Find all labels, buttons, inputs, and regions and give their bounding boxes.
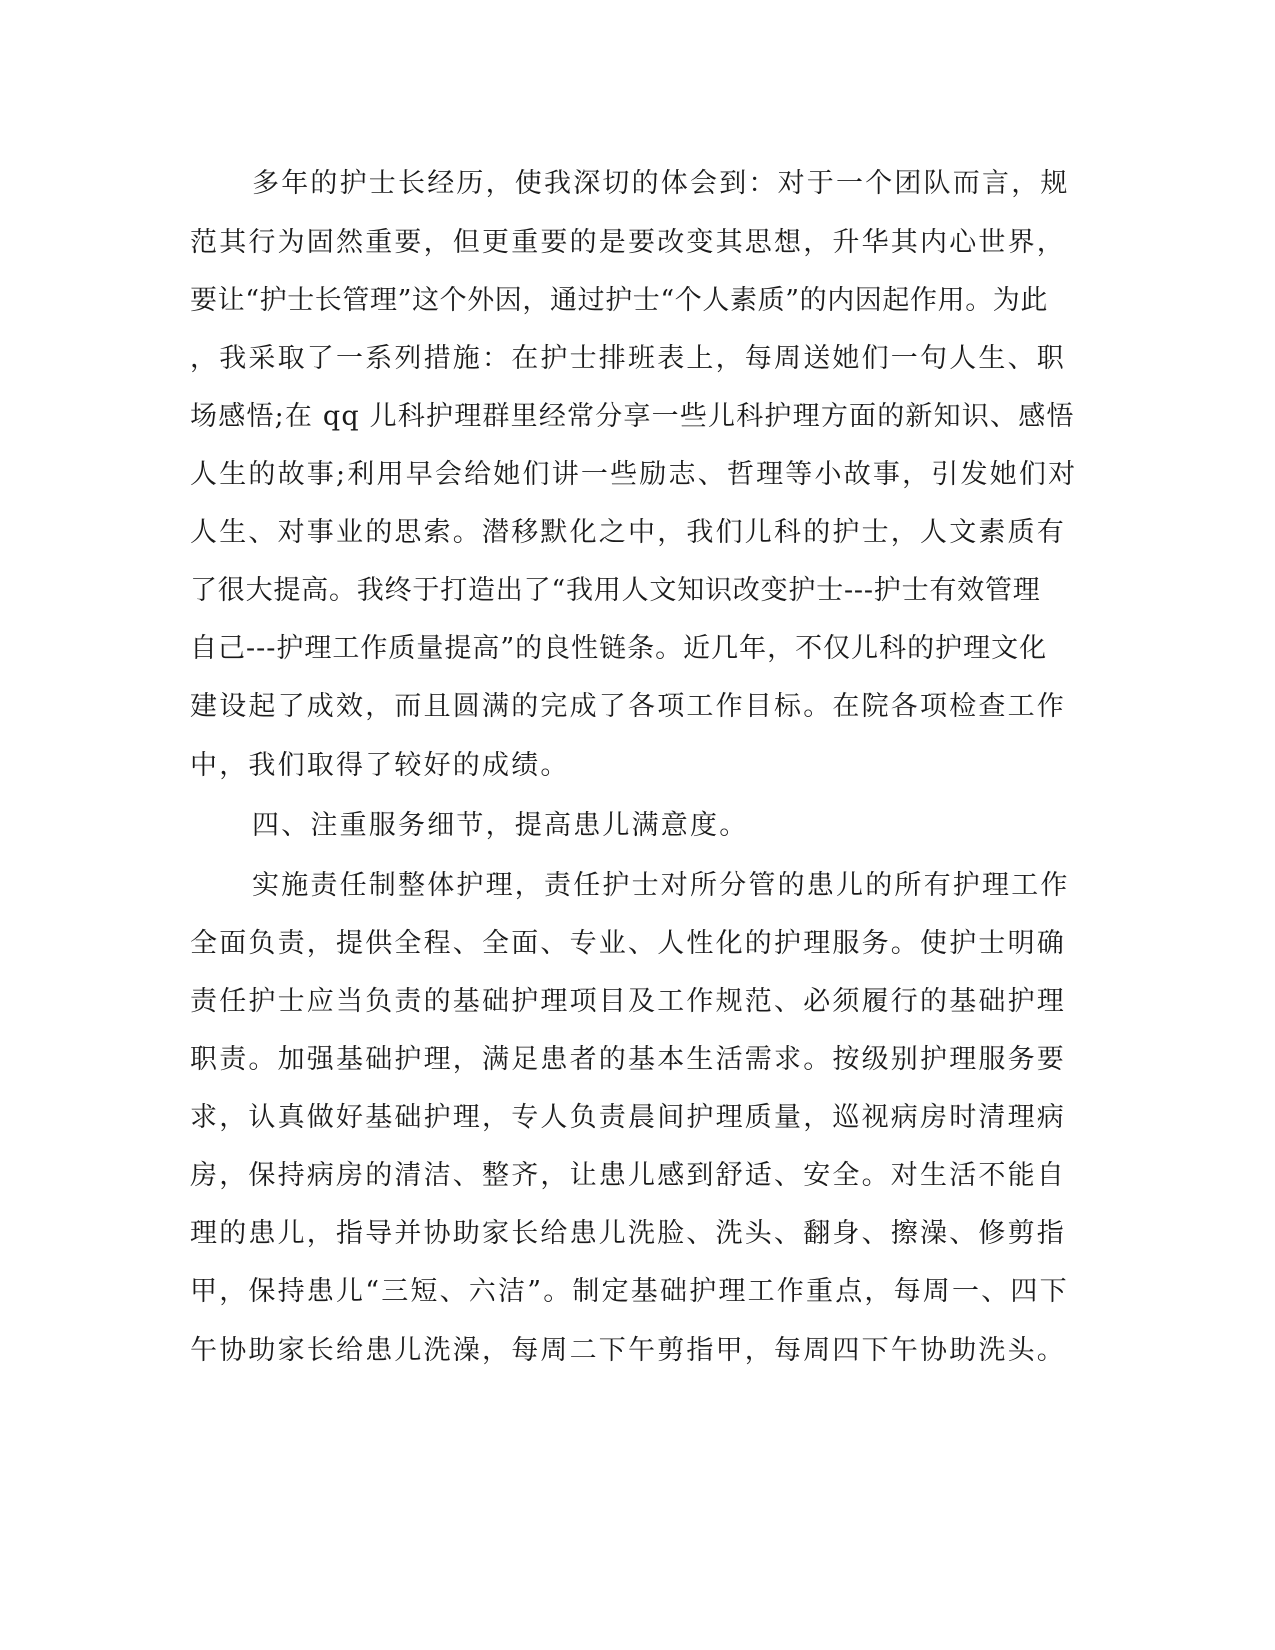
paragraph-1-line-7: 人生、对事业的思索。潜移默化之中，我们儿科的护士，人文素质有 <box>190 517 1066 548</box>
paragraph-1-line-11: 中，我们取得了较好的成绩。 <box>190 750 570 781</box>
paragraph-3-line-6: 房，保持病房的清洁、整齐，让患儿感到舒适、安全。对生活不能自 <box>190 1160 1066 1191</box>
paragraph-3-line-8: 甲，保持患儿“三短、六洁”。制定基础护理工作重点，每周一、四下 <box>190 1276 1069 1307</box>
paragraph-3-line-4: 职责。加强基础护理，满足患者的基本生活需求。按级别护理服务要 <box>190 1044 1066 1075</box>
paragraph-1-line-8: 了很大提高。我终于打造出了“我用人文知识改变护士---护士有效管理 <box>190 575 1041 606</box>
paragraph-3-line-2: 全面负责，提供全程、全面、专业、人性化的护理服务。使护士明确 <box>190 928 1066 959</box>
paragraph-1-line-5: 场感悟;在 qq 儿科护理群里经常分享一些儿科护理方面的新知识、感悟 <box>190 401 1075 432</box>
paragraph-1-line-1: 多年的护士长经历，使我深切的体会到：对于一个团队而言，规 <box>252 168 1070 199</box>
paragraph-3-line-1: 实施责任制整体护理，责任护士对所分管的患儿的所有护理工作 <box>252 870 1070 901</box>
paragraph-1-line-3: 要让“护士长管理”这个外因，通过护士“个人素质”的内因起作用。为此 <box>190 285 1049 316</box>
section-heading: 四、注重服务细节，提高患儿满意度。 <box>252 810 749 841</box>
paragraph-1-line-6: 人生的故事;利用早会给她们讲一些励志、哲理等小故事，引发她们对 <box>190 459 1078 490</box>
paragraph-1-line-2: 范其行为固然重要，但更重要的是要改变其思想，升华其内心世界， <box>190 227 1066 258</box>
paragraph-1-line-10: 建设起了成效，而且圆满的完成了各项工作目标。在院各项检查工作 <box>190 691 1066 722</box>
paragraph-3-line-3: 责任护士应当负责的基础护理项目及工作规范、必须履行的基础护理 <box>190 986 1066 1017</box>
paragraph-1-line-9: 自己---护理工作质量提高”的良性链条。近几年，不仅儿科的护理文化 <box>190 633 1048 664</box>
paragraph-3-line-9: 午协助家长给患儿洗澡，每周二下午剪指甲，每周四下午协助洗头。 <box>190 1335 1066 1366</box>
paragraph-3-line-7: 理的患儿，指导并协助家长给患儿洗脸、洗头、翻身、擦澡、修剪指 <box>190 1218 1066 1249</box>
paragraph-1-line-4: ，我采取了一系列措施：在护士排班表上，每周送她们一句人生、职 <box>190 343 1066 374</box>
paragraph-3-line-5: 求，认真做好基础护理，专人负责晨间护理质量，巡视病房时清理病 <box>190 1102 1066 1133</box>
